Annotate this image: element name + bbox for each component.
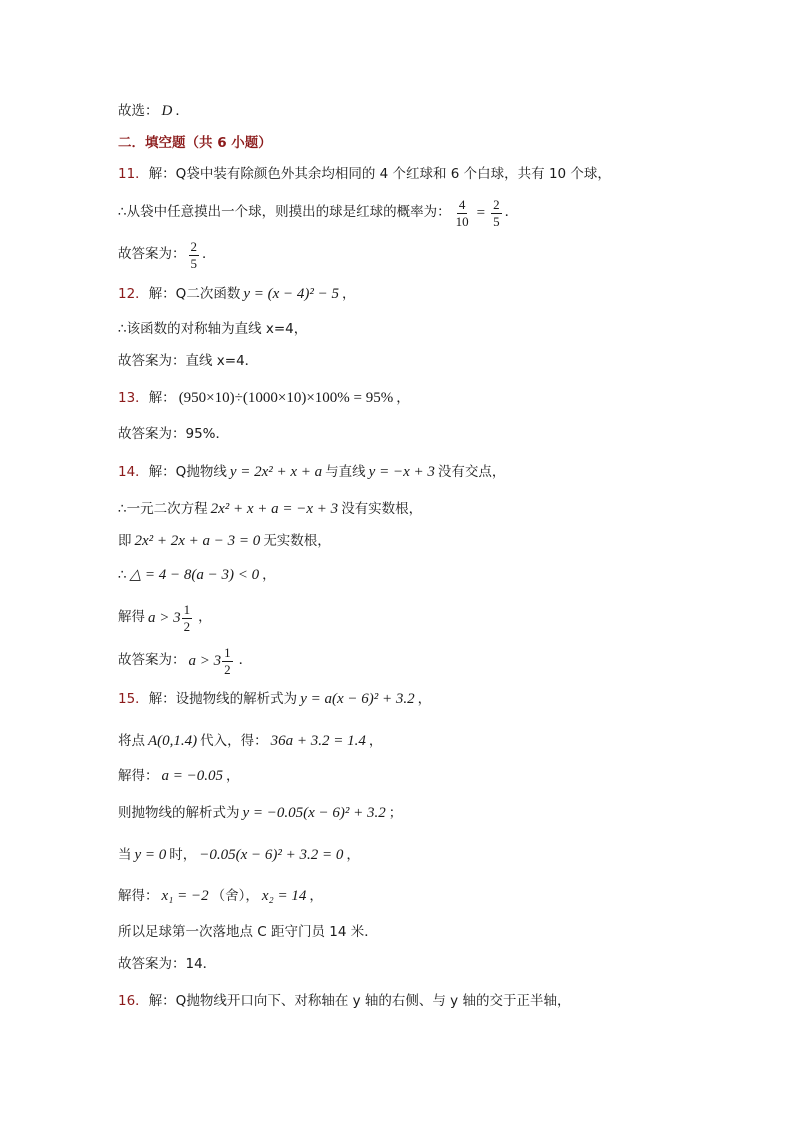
q13-expression: (950×10)÷(1000×10)×100% = 95%	[178, 390, 394, 406]
answer-end: ．	[175, 102, 189, 119]
q14-line1: 14． 解：Q抛物线 y = 2x² + x + a 与直线 y = −x + 3 没有交点，	[118, 463, 506, 480]
q15-line7: 所以足球第一次落地点 C 距守门员 14 米．	[118, 924, 378, 940]
q11-number: 11．	[118, 166, 149, 182]
q11-probability-text: ∴从袋中任意摸出一个球，则摸出的球是红球的概率为：	[118, 204, 451, 221]
q15-answer: 故答案为：14．	[118, 956, 217, 972]
q15-line2: 将点 A(0,1.4) 代入，得： 36a + 3.2 = 1.4 ，	[118, 732, 383, 749]
answer-line-d	[118, 104, 189, 119]
q12-line1: 12． 解：Q二次函数 y = (x − 4)² − 5 ，	[118, 285, 356, 302]
q14-answer: 故答案为： a > 3 $\frac{1}{2}$ ．	[118, 645, 253, 677]
q11-line2: ∴从袋中任意摸出一个球，则摸出的球是红球的概率为： $\frac{4}{10}$ = $\frac{2}{5}$ ．	[118, 197, 519, 229]
q16-number: 16．	[118, 993, 149, 1009]
q16-line1: 16． 解：Q抛物线开口向下、对称轴在 y 轴的右侧、与 y 轴的交于正半轴，	[118, 993, 571, 1009]
q13-line1: 13． 解： (950×10)÷(1000×10)×100% = 95% ，	[118, 389, 410, 406]
q14-number: 14．	[118, 463, 149, 480]
answer-fraction: $\frac{2}{5}$	[190, 239, 197, 271]
q13-answer: 故答案为：95%．	[118, 426, 230, 442]
q11-text: 解：Q袋中装有除颜色外其余均相同的 4 个红球和 6 个白球，共有 10 个球，	[148, 166, 611, 182]
q13-number: 13．	[118, 389, 149, 406]
section-heading: 二．填空题（共 6 小题）	[118, 135, 272, 151]
q14-line2: ∴一元二次方程 2x² + x + a = −x + 3 没有实数根，	[118, 500, 423, 517]
q12-answer: 故答案为：直线 x=4．	[118, 353, 259, 369]
q15-line6: 解得： x₁ = −2 （舍）， x₂ = 14 ，	[118, 887, 323, 904]
answer-choice: D	[161, 103, 173, 119]
q15-number: 15．	[118, 690, 149, 707]
q15-line3: 解得： a = −0.05 ，	[118, 767, 240, 784]
q15-line4: 则抛物线的解析式为 y = −0.05(x − 6)² + 3.2 ；	[118, 804, 403, 821]
q12-line2: ∴该函数的对称轴为直线 x=4，	[118, 321, 308, 337]
q15-line5: 当 y = 0 时， −0.05(x − 6)² + 3.2 = 0 ，	[118, 846, 360, 863]
q12-function: y = (x − 4)² − 5	[243, 286, 339, 302]
fraction-2-5: $\frac{2}{5}$	[493, 197, 500, 229]
q11-line1	[118, 168, 611, 182]
q12-number: 12．	[118, 285, 149, 302]
fraction-4-10: $\frac{4}{10}$	[455, 197, 469, 229]
q15-line1: 15． 解：设抛物线的解析式为 y = a(x − 6)² + 3.2 ，	[118, 690, 432, 707]
q11-answer: 故答案为： $\frac{2}{5}$ ．	[118, 239, 216, 271]
q14-line3: 即 2x² + 2x + a − 3 = 0 无实数根，	[118, 532, 331, 549]
answer-label: 故选：	[118, 102, 159, 119]
q14-line5: 解得 a > 3 $\frac{1}{2}$ ，	[118, 602, 212, 634]
q14-line4: ∴ △ = 4 − 8(a − 3) < 0 ，	[118, 566, 276, 583]
